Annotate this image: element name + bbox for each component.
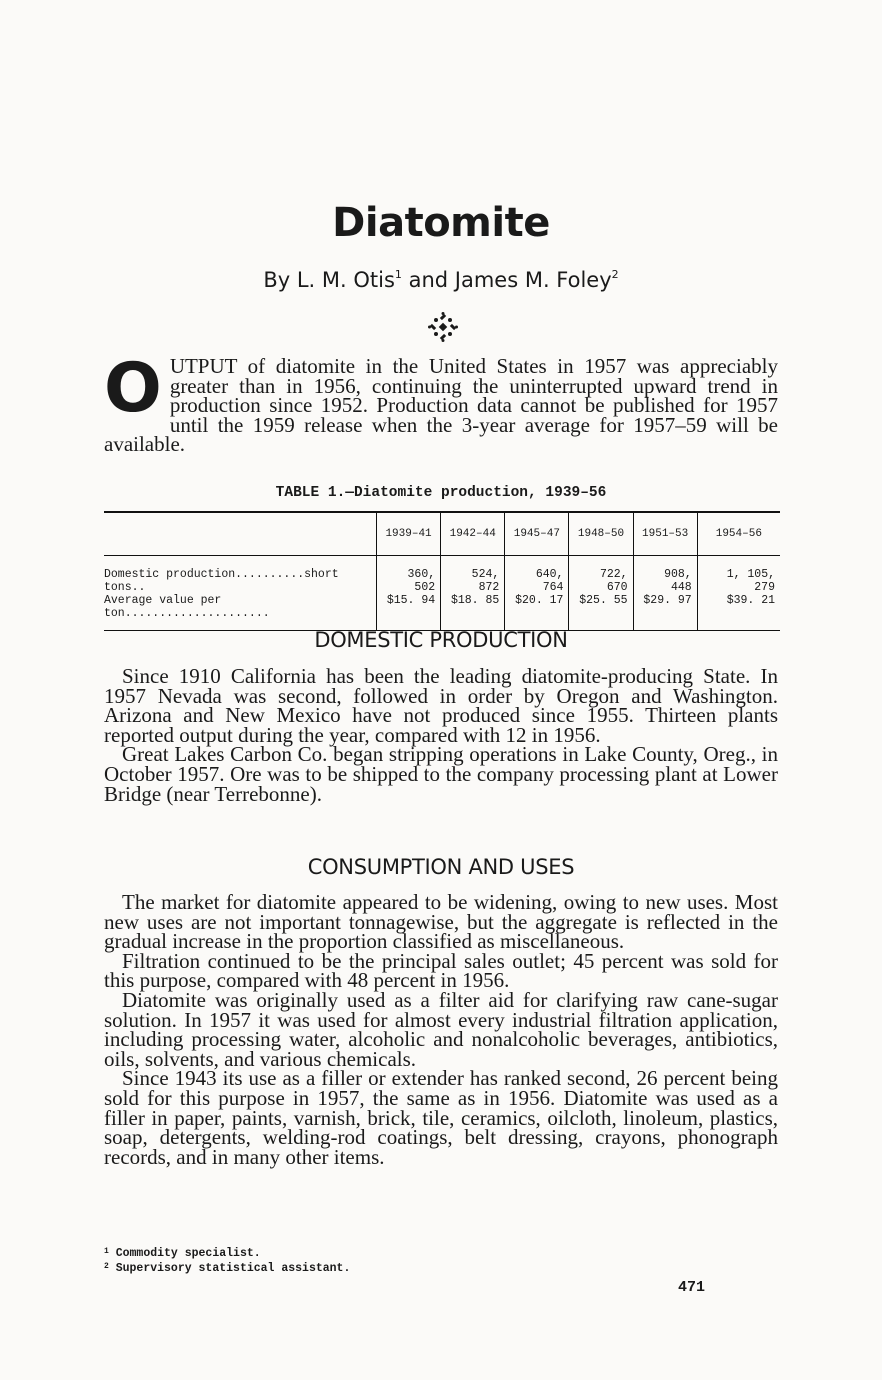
column-header: 1939–41 [377,512,441,556]
section-heading-domestic-production: DOMESTIC PRODUCTION [314,628,568,652]
column-header: 1954–56 [697,512,780,556]
table-cell: $29. 97 [633,594,697,631]
production-table [104,511,780,631]
table-cell: 524, 872 [441,556,505,595]
table-cell: $39. 21 [697,594,780,631]
fleuron-ornament-icon [428,312,458,342]
table-caption: TABLE 1.—Diatomite production, 1939–56 [275,485,607,501]
paragraph: Since 1910 California has been the leading diatomite-producing State. In 1957 Nevada was second, followed in order by Oregon and Washington. Arizona and New Mexico have not produced since 1955. Thirteen plants reported output during the year, compared with 12 in 1956. [104,664,778,747]
footnote-mark: 2 [104,1262,109,1271]
footnote-ref-1: 1 [394,268,402,281]
section-heading-consumption-and-uses: CONSUMPTION AND USES [307,855,575,879]
column-header: 1948–50 [569,512,633,556]
table-cell: $15. 94 [377,594,441,631]
row-label: Domestic production..........short tons.. [104,568,339,594]
page-number: 471 [678,1279,706,1296]
column-header: 1942–44 [441,512,505,556]
column-header: 1945–47 [505,512,569,556]
domestic-production-section [104,664,778,806]
byline [0,268,882,292]
row-label: Average value per ton..................... [104,594,270,620]
table-cell: 360, 502 [377,556,441,595]
paragraph: The market for diatomite appeared to be widening, owing to new uses. Most new uses are not important tonnagewise, but the aggregate is reflected in the gradual increase in the proportion classified as miscellaneous. [104,890,778,954]
column-header: 1951–53 [633,512,697,556]
intro-section [104,349,778,457]
table-cell: $18. 85 [441,594,505,631]
footnotes [104,1245,504,1275]
footnote [104,1260,504,1275]
footnote [104,1245,504,1260]
paragraph: Filtration continued to be the principal sales outlet; 45 percent was sold for this purpose, compared with 48 percent in 1956. [104,948,778,993]
footnote-ref-2: 2 [611,268,619,281]
footnote-mark: 1 [104,1247,109,1256]
table-cell: $25. 55 [569,594,633,631]
article-title: Diatomite [332,200,550,246]
paragraph: Great Lakes Carbon Co. began stripping operations in Lake County, Oreg., in October 1957. Ore was to be shipped to the company processing plant at Lower Bridge (near Terrebonne). [104,742,778,806]
table-cell: 908, 448 [633,556,697,595]
intro-paragraph [104,349,778,457]
byline-author-2: and James M. Foley [401,268,612,292]
intro-text: UTPUT of diatomite in the United States in 1957 was appreciably greater than in 1956, continuing the uninterrupted upward trend in production since 1952. Production data cannot be published for 1957 until the 1959 release when the 3-year average for 1957–59 will be available. [104,354,778,457]
table-cell: 722, 670 [569,556,633,595]
table-row [104,556,780,595]
paragraph: Diatomite was originally used as a filter aid for clarifying raw cane-sugar solution. In 1957 it was used for almost every industrial filtration application, including processing water, alcoholic and nonalcoholic beverages, antibiotics, oils, solvents, and various chemicals. [104,987,778,1071]
paragraph: Since 1943 its use as a filler or extender has ranked second, 26 percent being sold for this purpose in 1957, the same as in 1956. Diatomite was used as a filler in paper, paints, varnish, brick, tile, ceramics, oilcloth, linoleum, plastics, soap, detergents, welding-rod coatings, belt dressing, crayons, phonograph records, and in many other items. [104,1066,778,1169]
table-cell: 640, 764 [505,556,569,595]
consumption-section [104,890,778,1169]
table-cell: 1, 105, 279 [697,556,780,595]
table-row [104,594,780,631]
byline-author-1: By L. M. Otis [263,268,395,292]
table-stub-header [104,512,377,556]
drop-cap: O [104,349,162,428]
footnote-text: Supervisory statistical assistant. [115,1262,351,1275]
table-cell: $20. 17 [505,594,569,631]
footnote-text: Commodity specialist. [115,1247,261,1260]
table-header-row [104,512,780,556]
